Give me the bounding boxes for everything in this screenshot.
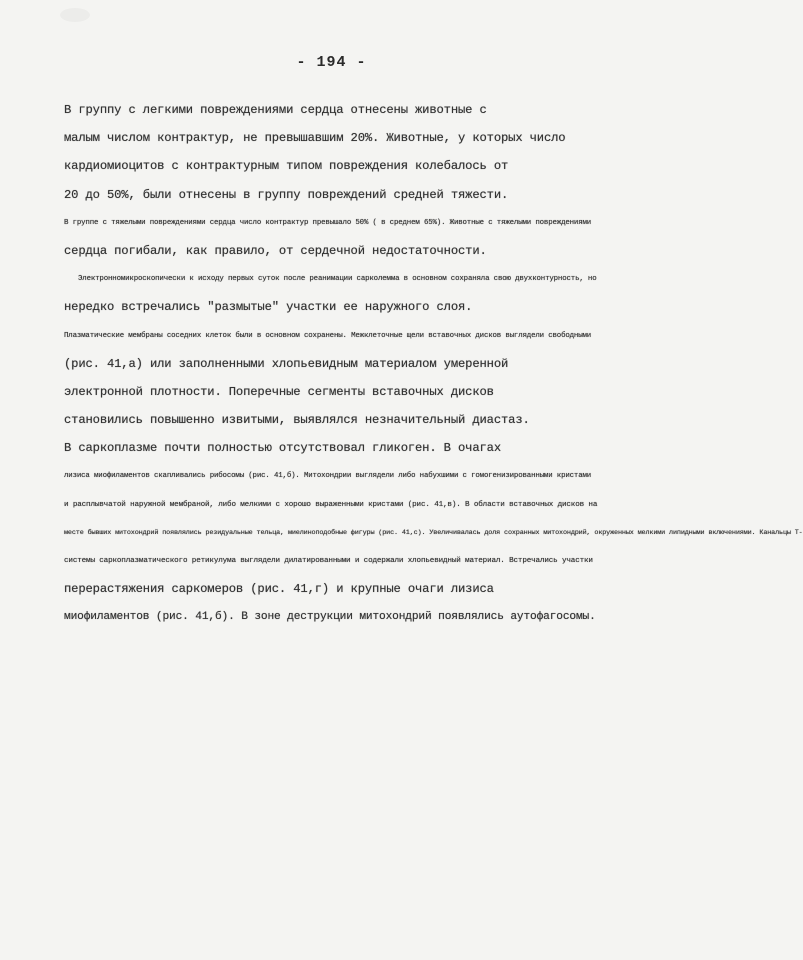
text-line: (рис. 41,а) или заполненными хлопьевидным материалом умеренной: [64, 356, 509, 371]
text-line: В группу с легкими повреждениями сердца отнесены животные с: [64, 103, 487, 117]
body-text: [64, 96, 803, 632]
text-line: кардиомиоцитов с контрактурным типом повреждения колебалось от: [64, 159, 509, 174]
text-line: малым числом контрактур, не превышавшим 20%. Животные, у которых число: [64, 131, 566, 146]
page-number: - 194 -: [296, 54, 367, 71]
text-line: 20 до 50%, были отнесены в группу повреждений средней тяжести.: [64, 187, 509, 202]
text-line: В группе с тяжелыми повреждениями сердца число контрактур превышало 50% ( в среднем 65%). Животные с тяжелыми повреждениями: [64, 218, 592, 227]
text-line: становились повышенно извитыми, выявлялся незначительный диастаз.: [64, 413, 530, 428]
scan-smudge: [60, 8, 90, 22]
text-line: перерастяжения саркомеров (рис. 41,г) и крупные очаги лизиса: [64, 582, 494, 597]
text-line: месте бывших митохондрий появлялись резидуальные тельца, миелиноподобные фигуры (рис. 41,с). Увеличивалась доля сохранных митохондрий, окруженных мелкими липидными включениями. Канальцы T-: [64, 528, 803, 537]
text-line: электронной плотности. Поперечные сегменты вставочных дисков: [64, 384, 494, 399]
text-line: сердца погибали, как правило, от сердечной недостаточности.: [64, 243, 487, 258]
text-line: нередко встречались "размытые" участки ее наружного слоя.: [64, 300, 473, 315]
text-line: Электронномикроскопически к исходу первых суток после реанимации сарколемма в основном сохраняла свою двухконтурность, но: [78, 275, 597, 284]
text-line: В саркоплазме почти полностью отсутствовал гликоген. В очагах: [64, 441, 501, 456]
text-line: Плазматические мембраны соседних клеток были в основном сохранены. Межклеточные щели вставочных дисков выглядели свободными: [64, 331, 592, 340]
text-line: и расплывчатой наружной мембраной, либо мелкими с хорошо выраженными кристами (рис. 41,в). В области вставочных дисков на: [64, 500, 598, 509]
text-line: лизиса миофиламентов скапливались рибосомы (рис. 41,б). Митохондрии выглядели либо набухшими с гомогенизированными кристами: [64, 472, 592, 481]
text-line: системы саркоплазматического ретикулума выглядели дилатированными и содержали хлопьевидный материал. Встречались участки: [64, 557, 593, 565]
text-line: миофиламентов (рис. 41,б). В зоне деструкции митохондрий появлялись аутофагосомы.: [64, 611, 596, 624]
